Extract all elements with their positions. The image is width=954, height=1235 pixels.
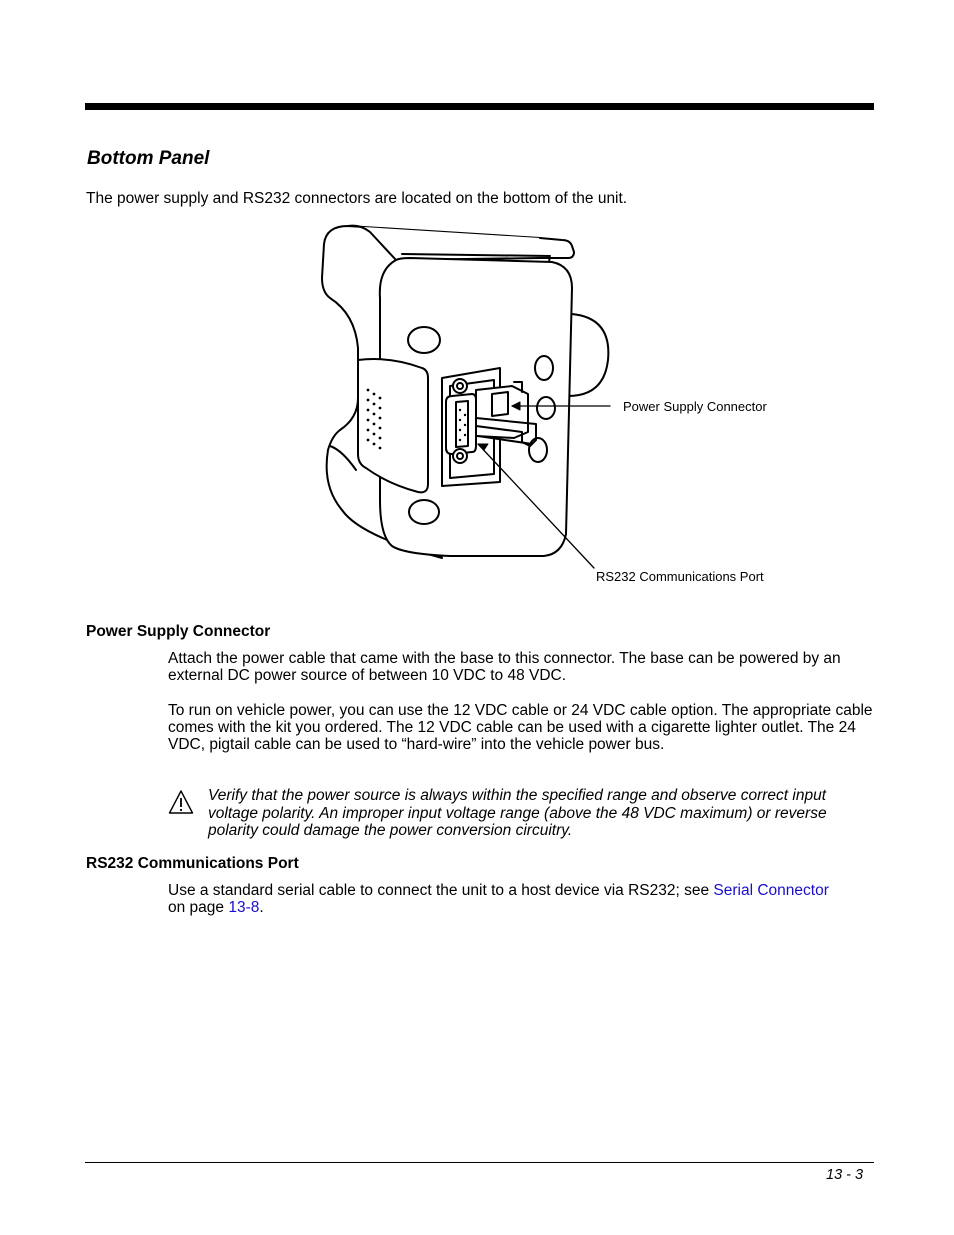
- rs232-text-before: Use a standard serial cable to connect the unit to a host device via RS232; see: [168, 882, 714, 899]
- page-13-8-link[interactable]: 13-8: [228, 899, 260, 916]
- power-supply-paragraph-2: To run on vehicle power, you can use the 12 VDC cable or 24 VDC cable option. The appropriate cable comes with the kit you ordered. The 12 VDC cable can be used with a cigarette lighter outlet. The 24 VDC, pigtail cable can be used to “hard-wire” into the vehicle power bus.: [168, 702, 873, 753]
- caution-icon: [168, 789, 194, 815]
- rs232-paragraph: [168, 882, 848, 916]
- power-supply-paragraph-1: Attach the power cable that came with the base to this connector. The base can be powered by an external DC power source of between 10 VDC to 48 VDC.: [168, 650, 841, 684]
- serial-connector-link[interactable]: Serial Connector: [713, 882, 829, 899]
- top-rule: [85, 103, 874, 110]
- callout-rs232-port: RS232 Communications Port: [596, 569, 764, 584]
- page-number: 13 - 3: [826, 1167, 864, 1183]
- rs232-heading: RS232 Communications Port: [86, 855, 299, 872]
- power-supply-heading: Power Supply Connector: [86, 623, 271, 640]
- rs232-text-after: .: [259, 899, 264, 916]
- bottom-rule: [85, 1162, 874, 1163]
- section-title: Bottom Panel: [87, 148, 210, 169]
- callout-power-supply-connector: Power Supply Connector: [623, 399, 767, 414]
- caution-text: Verify that the power source is always within the specified range and observe correct input voltage polarity. An improper input voltage range (above the 48 VDC maximum) or reverse polarity could damage the power conversion circuitry.: [208, 787, 827, 839]
- intro-paragraph: The power supply and RS232 connectors are located on the bottom of the unit.: [86, 190, 628, 207]
- rs232-text-middle: on page: [168, 899, 229, 916]
